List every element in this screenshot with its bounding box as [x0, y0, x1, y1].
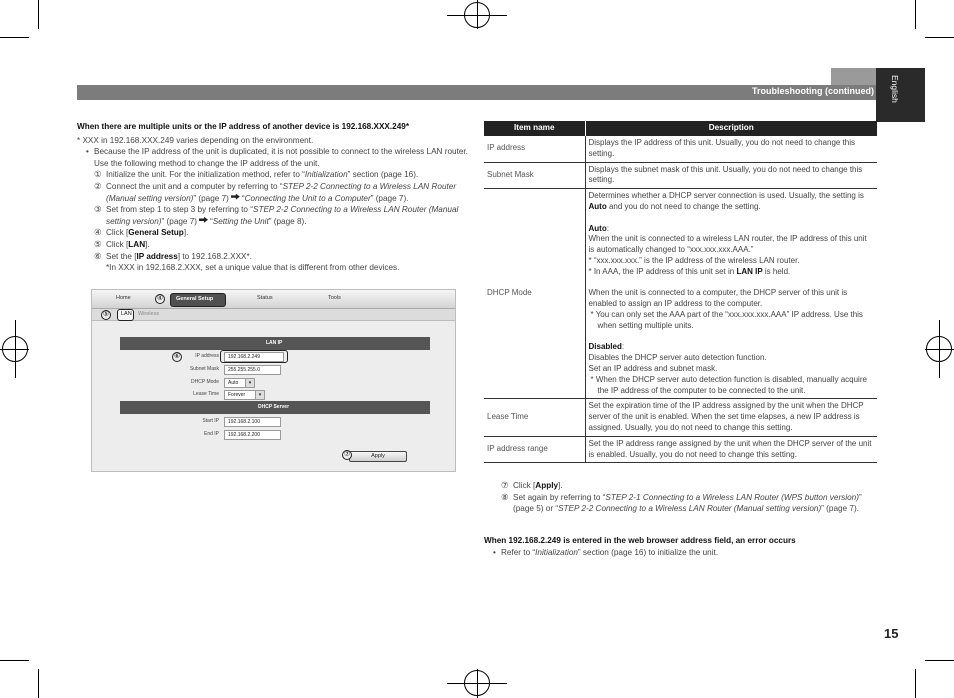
- settings-table: [484, 121, 877, 463]
- step-item: ② Connect the unit and a computer by referring to “STEP 2-2 Connecting to a Wireless LAN Router (Manual setting version)” (page 7) “Connecting the Unit to a Computer” (page 7).: [94, 180, 457, 203]
- step-text: ” (page 7): [161, 216, 198, 226]
- desc-text: * When the DHCP server auto detection function is disabled, manually acquire the IP address of the computer to be connected to the unit.: [590, 374, 867, 395]
- step-text: ” (page 5) or “: [513, 492, 862, 514]
- right-steps: [484, 480, 879, 515]
- step-number: ⑦: [501, 480, 509, 490]
- subtab-wireless[interactable]: Wireless: [138, 311, 160, 317]
- bullet-ref: Initialization: [535, 547, 578, 557]
- step-number: ①: [94, 169, 102, 180]
- left-column: [77, 121, 472, 274]
- desc-text: Set an IP address and subnet mask.: [588, 363, 718, 373]
- step-number: ④: [94, 227, 102, 238]
- step-ref: STEP 2-2 Connecting to a Wireless LAN Router (Manual setting version): [106, 181, 457, 203]
- item-name: IP address range: [484, 436, 585, 463]
- step-text: ].: [558, 481, 563, 490]
- step-item: [77, 169, 472, 181]
- column-header-item: Item name: [484, 121, 585, 136]
- apply-button[interactable]: Apply: [349, 451, 407, 462]
- table-header-row: [484, 121, 877, 136]
- step-text: Set from step 1 to step 3 by referring to “: [106, 205, 253, 215]
- table-row: [484, 189, 877, 399]
- table-row: [484, 136, 877, 162]
- step-text: Click [: [106, 239, 129, 249]
- section-heading: When there are multiple units or the IP address of another device is 192.168.XXX.249*: [77, 122, 410, 131]
- header-accent-tab: [831, 68, 876, 85]
- dhcp-mode-select[interactable]: [224, 378, 255, 388]
- crop-mark: [925, 37, 954, 38]
- desc-text: When the unit is connected to a wireless LAN router, the IP address of this unit is automatically changed to “xxx.xxx.xxx.AAA.”: [588, 234, 867, 255]
- step-number: ⑥: [94, 250, 102, 261]
- nav-bar: [92, 290, 455, 309]
- step-item: [484, 480, 879, 492]
- ip-address-input[interactable]: 192.168.2.249: [224, 352, 284, 362]
- step-text: ” (page 7).: [370, 193, 409, 203]
- step-text: ].: [145, 239, 150, 249]
- bullet-text: Refer to “: [501, 547, 536, 557]
- start-ip-input[interactable]: 192.168.2.100: [224, 417, 281, 427]
- language-tab: [876, 68, 925, 122]
- item-description: Displays the IP address of this unit. Usually, you do not need to change this setting.: [585, 136, 877, 162]
- item-description: Set the expiration time of the IP address assigned by the unit when the DHCP server of the unit is enabled. When the set time elapses, a new IP address is assigned. Usually, you do not need to change this setting.: [585, 399, 877, 436]
- desc-text: * You can only set the AAA part of the “xxx.xxx.xxx.AAA” IP address. Use this when setting multiple units.: [590, 309, 863, 330]
- bullet-item: [484, 547, 879, 559]
- desc-text: and you do not need to change the setting.: [606, 201, 761, 211]
- step-bold: Apply: [535, 481, 559, 490]
- callout-marker: ⑤: [102, 311, 110, 318]
- crop-mark: [0, 660, 29, 661]
- arrow-icon: [231, 194, 240, 200]
- table-row: [484, 162, 877, 189]
- desc-text: is held.: [762, 266, 791, 276]
- column-header-description: Description: [585, 121, 877, 136]
- item-description: Set the IP address range assigned by the unit when the DHCP server of the unit is enabled. Usually, you do not need to change this setting.: [585, 436, 877, 463]
- tab-home[interactable]: Home: [116, 295, 131, 301]
- step-text: ].: [183, 228, 189, 238]
- step-text: Click [: [513, 481, 536, 490]
- desc-text: * In AAA, the IP address of this unit set in: [588, 266, 737, 276]
- desc-text: When the unit is connected to a computer, the DHCP server of this unit is enabled to assign an IP address to the computer.: [588, 288, 848, 309]
- arrow-icon: [199, 217, 208, 223]
- step-note: *In XXX in 192.168.2.XXX, set a unique value that is different from other devices.: [106, 263, 400, 273]
- crop-mark: [915, 0, 916, 29]
- desc-subheading: Auto: [588, 223, 607, 233]
- step-bold: LAN: [128, 239, 146, 249]
- step-ref: Connecting the Unit to a Computer: [244, 193, 371, 203]
- lease-time-select[interactable]: [224, 390, 265, 400]
- table-row: [484, 399, 877, 436]
- step-ref: Initialization: [304, 170, 348, 180]
- step-text: ” (page 7).: [821, 504, 859, 514]
- desc-text: Disables the DHCP server auto detection function.: [588, 353, 767, 363]
- ip-address-highlight: [220, 350, 288, 363]
- crop-mark: [925, 660, 954, 661]
- crop-mark: [0, 37, 29, 38]
- step-text: ” section (page 16).: [347, 170, 419, 180]
- field-label: Start IP: [202, 418, 219, 424]
- tab-tools[interactable]: Tools: [328, 295, 341, 301]
- step-text: ” (page 8).: [268, 216, 307, 226]
- router-settings-screenshot: [91, 289, 456, 472]
- step-number: ⑧: [501, 491, 509, 502]
- step-item: [77, 251, 472, 263]
- step-item: [77, 239, 472, 251]
- registration-line: [477, 0, 478, 29]
- step-number: ③: [94, 204, 102, 215]
- step-item: ③ Set from step 1 to step 3 by referring to “STEP 2-2 Connecting to a Wireless LAN Router (Manual setting version)” (page 7) “Setting the Unit” (page 8).: [94, 204, 459, 226]
- desc-text: Determines whether a DHCP server connection is used. Usually, the setting is: [588, 191, 864, 201]
- field-label: End IP: [203, 431, 219, 437]
- field-label: Lease Time: [193, 391, 219, 397]
- item-name: IP address: [484, 136, 585, 162]
- subtab-lan[interactable]: LAN: [121, 311, 132, 317]
- language-label: English: [890, 75, 900, 103]
- dhcp-mode-value: Auto: [228, 380, 239, 386]
- callout-marker: ⑦: [343, 451, 351, 458]
- step-text: Connect the unit and a computer by referring to “: [106, 181, 283, 191]
- desc-text: * “xxx.xxx.xxx.” is the IP address of the wireless LAN router.: [588, 255, 800, 265]
- registration-line: [939, 320, 940, 378]
- tab-general-setup[interactable]: General Setup: [176, 296, 214, 302]
- page-number: 15: [884, 626, 899, 641]
- crop-mark: [38, 669, 39, 698]
- step-number: ②: [94, 180, 102, 191]
- desc-subheading: Disabled: [588, 342, 622, 352]
- step-ref: Setting the Unit: [212, 216, 269, 226]
- step-text: Click [: [106, 228, 129, 238]
- crop-mark: [38, 0, 39, 29]
- field-label: DHCP Mode: [191, 379, 219, 385]
- bullet-text: • Because the IP address of the unit is duplicated, it is not possible to connect to the wireless LAN router. Use the following method to change the IP address of the unit.: [77, 146, 472, 169]
- chevron-down-icon: ▾: [245, 379, 254, 387]
- item-name: Subnet Mask: [484, 162, 585, 189]
- lan-ip-header: LAN IP: [266, 340, 283, 346]
- step-text: Initialize the unit. For the initialization method, refer to “: [106, 170, 305, 180]
- callout-marker: ④: [156, 295, 164, 302]
- callout-marker: ⑥: [173, 353, 181, 360]
- step-text: ” (page 7): [193, 193, 229, 203]
- end-ip-input[interactable]: 192.168.2.200: [224, 430, 281, 440]
- item-description: Determines whether a DHCP server connection is used. Usually, the setting is Auto and you do not need to change the setting. Auto: When the unit is connected to a wireless LAN router, the IP address of this unit is automatically changed to “xxx.xxx.xxx.AAA.” * “xxx.xxx.xxx.” is the IP address of the wireless LAN router. * In AAA, the IP address of this unit set in LAN IP is held. When the unit is connected to a computer, the DHCP server of this unit is enabled to assign an IP address to the computer. * You can only set the AAA part of the “xxx.xxx.xxx.AAA” IP address. Use this when setting multiple units. Disabled: Disables the DHCP server auto detection function. Set an IP address and subnet mask. * When the DHCP server auto detection function is disabled, manually acquire the IP address of the computer to be connected to the unit.: [585, 189, 877, 399]
- tab-status[interactable]: Status: [257, 295, 273, 301]
- step-text: Set again by referring to “: [513, 492, 606, 502]
- item-description: Displays the subnet mask of this unit. Usually, you do not need to change this setting.: [585, 162, 877, 189]
- item-name: Lease Time: [484, 399, 585, 436]
- chevron-down-icon: ▾: [255, 391, 264, 399]
- item-name: DHCP Mode: [484, 189, 585, 399]
- step-bold: IP address: [136, 251, 178, 261]
- section-heading: When 192.168.2.249 is entered in the web browser address field, an error occurs: [484, 536, 796, 545]
- registration-line: [15, 320, 16, 378]
- error-section: [484, 535, 879, 558]
- step-ref: STEP 2-2 Connecting to a Wireless LAN Router (Manual setting version): [558, 504, 822, 514]
- step-item: [77, 227, 472, 239]
- lease-time-value: Forever: [228, 392, 246, 398]
- step-text: Set the [: [106, 251, 137, 261]
- dhcp-server-header: DHCP Server: [258, 404, 290, 410]
- section-title: Troubleshooting (continued): [752, 86, 874, 96]
- crop-mark: [915, 669, 916, 698]
- desc-bold: Auto: [588, 201, 607, 211]
- field-label: IP address: [195, 353, 219, 359]
- step-ref: STEP 2-2 Connecting to a Wireless LAN Router (Manual setting version): [106, 205, 459, 226]
- step-ref: STEP 2-1 Connecting to a Wireless LAN Router (WPS button version): [605, 492, 859, 502]
- table-row: [484, 436, 877, 463]
- desc-bold: LAN IP: [736, 266, 763, 276]
- subnet-mask-input[interactable]: 255.255.255.0: [224, 365, 281, 375]
- step-bold: General Setup: [128, 228, 184, 238]
- step-item: [484, 492, 879, 515]
- registration-line: [477, 669, 478, 698]
- footnote: * XXX in 192.168.XXX.249 varies depending on the environment.: [77, 135, 314, 145]
- field-label: Subnet Mask: [189, 366, 219, 372]
- step-number: ⑤: [94, 238, 102, 249]
- step-text: ] to 192.168.2.XXX*.: [177, 251, 252, 261]
- bullet-text: ” section (page 16) to initialize the unit.: [577, 547, 719, 557]
